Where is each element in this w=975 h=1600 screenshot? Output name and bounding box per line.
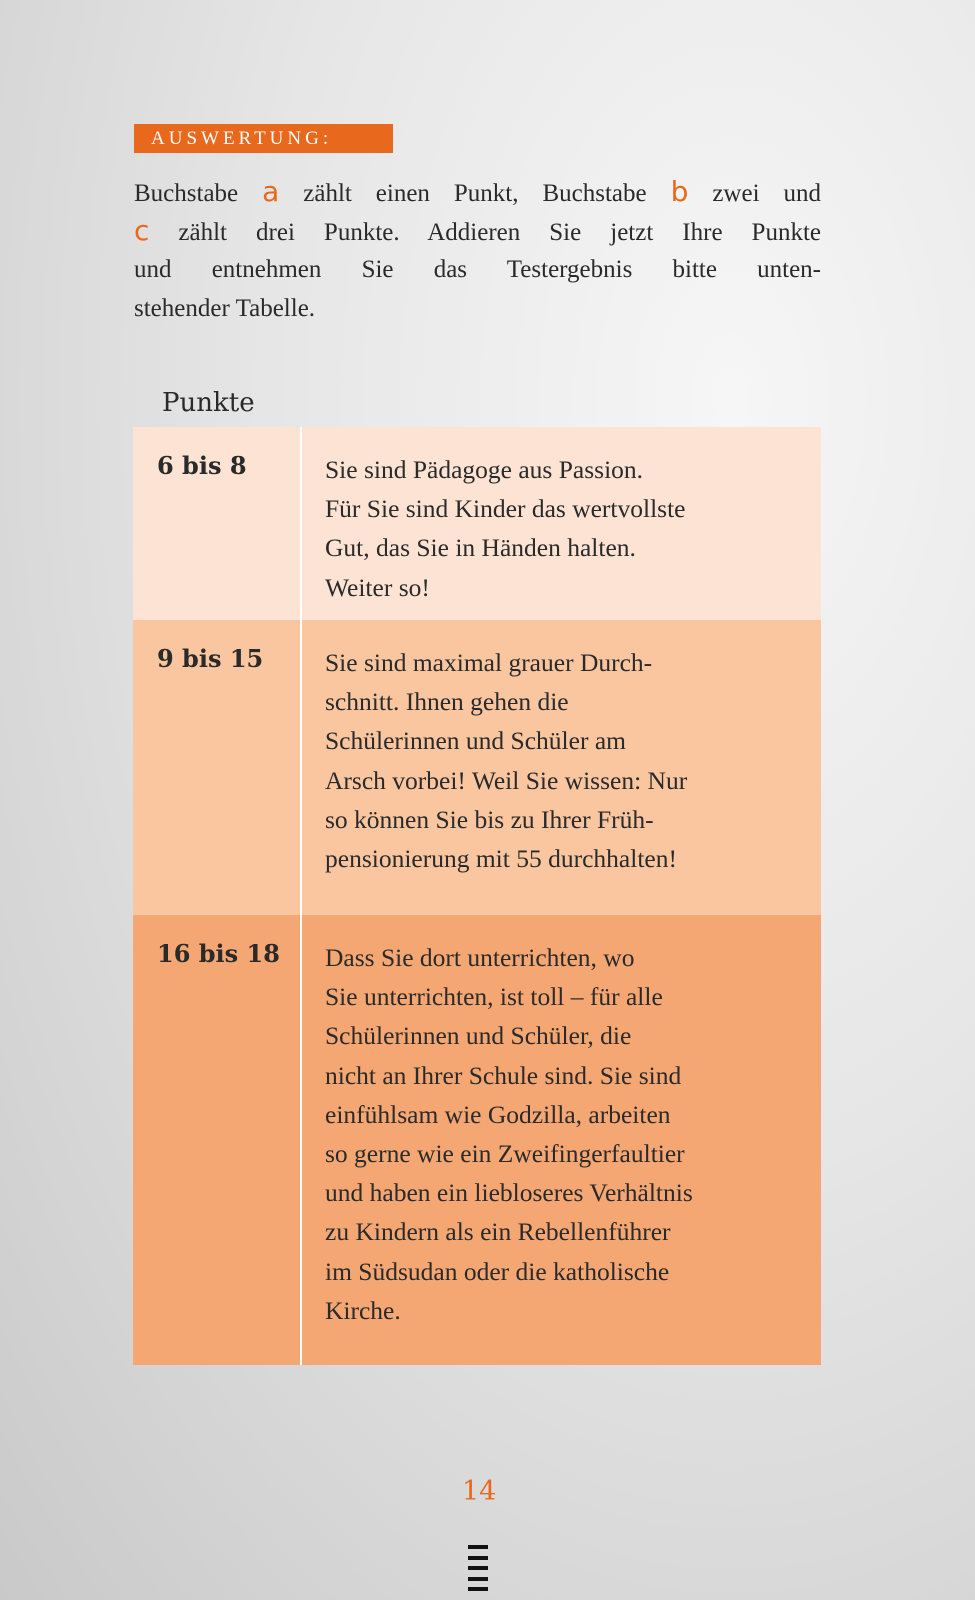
result-line: Weiter so! (325, 572, 430, 602)
points-range: 9 bis 15 (133, 620, 302, 915)
result-description (302, 427, 821, 620)
intro-paragraph (134, 172, 821, 328)
page-marker-bars-icon (468, 1545, 488, 1598)
text: zählt einen Punkt, Buchstabe (279, 180, 671, 207)
table-row (133, 427, 821, 620)
table-header-punkte: Punkte (162, 388, 255, 418)
text: Buchstabe (134, 180, 263, 207)
text: zwei und (688, 180, 821, 207)
result-line: Schülerinnen und Schüler am (325, 726, 626, 756)
result-line: zu Kindern als ein Rebellenführer (325, 1217, 671, 1247)
result-description (302, 620, 821, 915)
intro-line: und entnehmen Sie das Testergebnis bitte unten- (134, 256, 821, 283)
result-line: im Südsudan oder die katholische (325, 1256, 670, 1286)
section-label: AUSWERTUNG: (134, 124, 393, 153)
intro-line (134, 211, 821, 250)
table-row (133, 620, 821, 915)
results-table (133, 427, 821, 1365)
page-number: 14 (462, 1476, 497, 1507)
intro-line: stehender Tabelle. (134, 295, 316, 322)
letter-b: b (670, 175, 689, 208)
result-line: pensionierung mit 55 durchhalten! (325, 844, 677, 874)
points-range: 6 bis 8 (133, 427, 302, 620)
letter-a: a (262, 175, 280, 208)
result-line: Für Sie sind Kinder das wertvollste (325, 494, 686, 524)
result-line: einfühlsam wie Godzilla, arbeiten (325, 1099, 671, 1129)
result-line: Schülerinnen und Schüler, die (325, 1021, 632, 1051)
result-line: Arsch vorbei! Weil Sie wissen: Nur (325, 765, 688, 795)
result-description (302, 915, 821, 1365)
result-line: Dass Sie dort unterrichten, wo (325, 943, 635, 972)
result-line: so gerne wie ein Zweifingerfaultier (325, 1139, 685, 1169)
result-line: nicht an Ihrer Schule sind. Sie sind (325, 1060, 682, 1090)
table-row (133, 915, 821, 1365)
result-line: Sie unterrichten, ist toll – für alle (325, 982, 663, 1012)
result-line: Sie sind Pädagoge aus Passion. (325, 455, 644, 484)
result-line: Sie sind maximal grauer Durch- (325, 648, 653, 677)
result-line: Kirche. (325, 1295, 401, 1325)
points-range: 16 bis 18 (133, 915, 302, 1365)
letter-c: c (134, 214, 150, 247)
text: zählt drei Punkte. Addieren Sie jetzt Ihre Punkte (149, 219, 821, 246)
result-line: schnitt. Ihnen gehen die (325, 687, 569, 717)
result-line: und haben ein liebloseres Verhältnis (325, 1178, 693, 1208)
result-line: Gut, das Sie in Händen halten. (325, 533, 636, 563)
intro-line (134, 172, 821, 211)
result-line: so können Sie bis zu Ihrer Früh- (325, 804, 654, 834)
